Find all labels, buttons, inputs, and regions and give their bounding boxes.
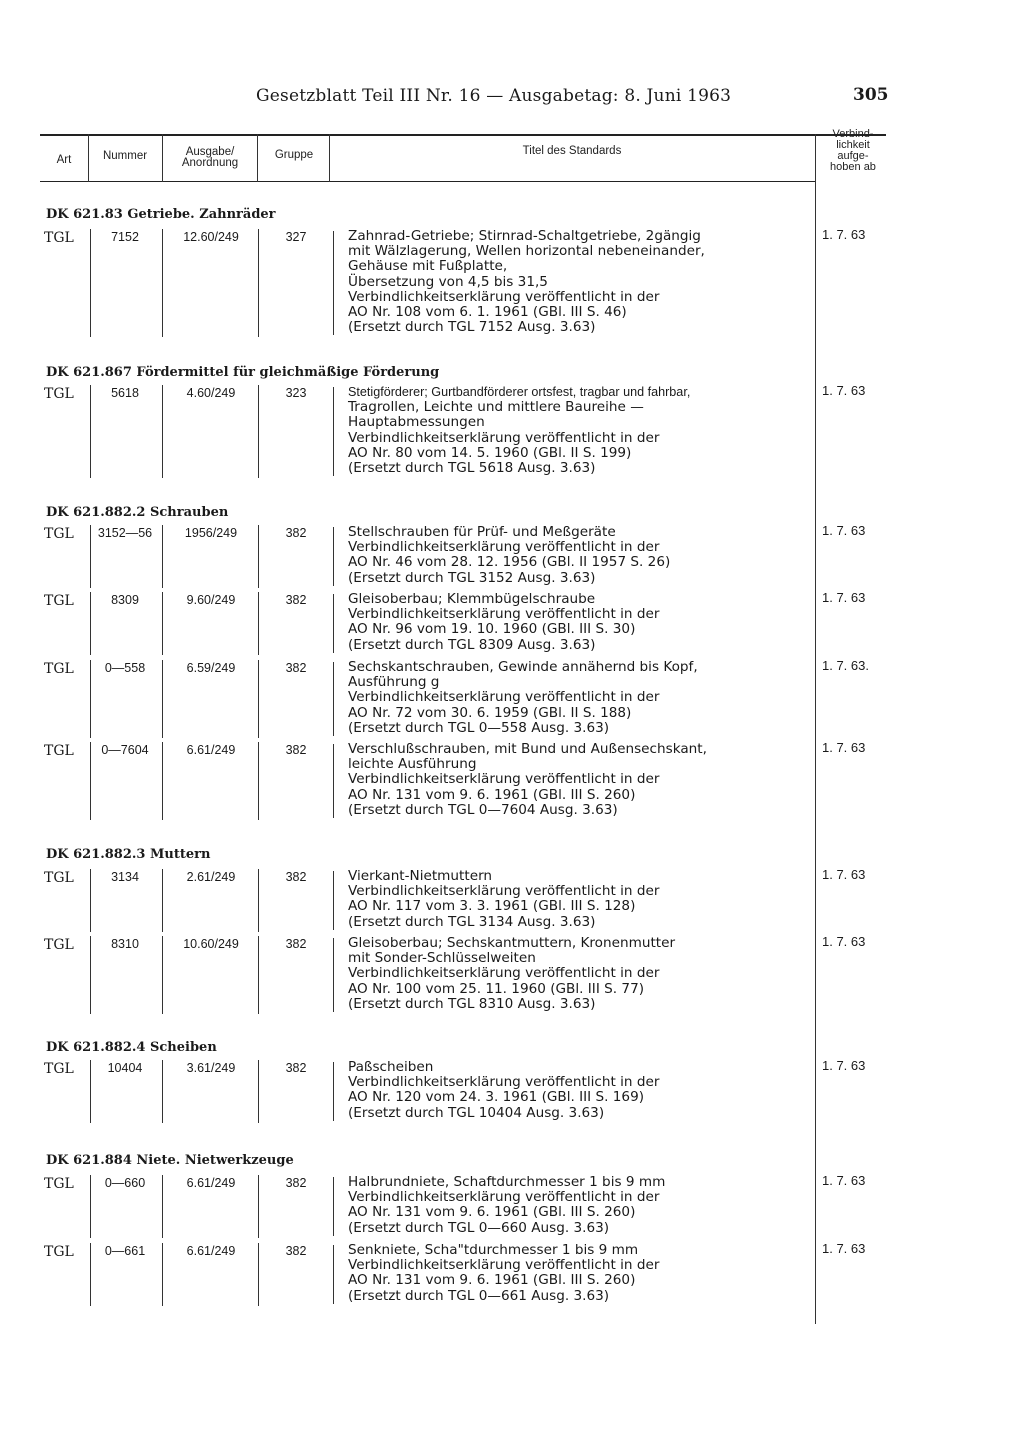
- entry-title: [348, 1175, 816, 1236]
- column-rule: [258, 1060, 259, 1123]
- title-line: AO Nr. 46 vom 28. 12. 1956 (GBl. II 1957 S. 26): [348, 554, 671, 571]
- section-heading: DK 621.867 Fördermittel für gleichmäßige Förderung: [46, 365, 440, 380]
- entry-art: TGL: [44, 593, 74, 609]
- title-line: Stellschrauben für Prüf- und Meßgeräte: [348, 524, 616, 540]
- column-rule: [333, 871, 334, 930]
- entry-art: TGL: [44, 1176, 74, 1192]
- col-verbindlichkeit: [816, 129, 890, 173]
- title-line: Sechskantschrauben, Gewinde annähernd bis Kopf,: [348, 659, 698, 675]
- entry-ausgabe: 3.61/249: [186, 1061, 236, 1075]
- entry-nummer: 0—7604: [101, 743, 149, 757]
- column-rule: [333, 231, 334, 335]
- column-rule: [258, 525, 259, 588]
- title-line: mit Wälzlagerung, Wellen horizontal nebeneinander,: [348, 243, 705, 260]
- title-line: (Ersetzt durch TGL 0—660 Ausg. 3.63): [348, 1219, 610, 1236]
- entry-nummer: 3152—56: [97, 526, 153, 540]
- entry-nummer: 3134: [111, 870, 139, 884]
- entry-ausgabe: 9.60/249: [186, 593, 236, 607]
- column-rule: [333, 938, 334, 1012]
- title-line: AO Nr. 131 vom 9. 6. 1961 (GBl. III S. 260): [348, 1272, 636, 1289]
- column-rule: [90, 385, 91, 478]
- entry-gruppe: 382: [285, 593, 307, 607]
- header-divider: [257, 134, 258, 182]
- title-line: Verbindlichkeitserklärung veröffentlicht in der: [348, 771, 660, 788]
- entry-verbindlichkeit-date: 1. 7. 63: [822, 1173, 866, 1188]
- title-line: Paßscheiben: [348, 1059, 434, 1075]
- entry-verbindlichkeit-date: 1. 7. 63.: [822, 658, 869, 673]
- col-verb-line4: hoben ab: [830, 161, 876, 173]
- title-line: Vierkant-Nietmuttern: [348, 868, 493, 884]
- entry-gruppe: 382: [285, 1061, 307, 1075]
- entry-ausgabe: 1956/249: [184, 526, 238, 540]
- entry-art: TGL: [44, 1061, 74, 1077]
- column-rule: [258, 1243, 259, 1306]
- title-line: (Ersetzt durch TGL 0—558 Ausg. 3.63): [348, 719, 610, 736]
- column-rule: [258, 869, 259, 932]
- column-rule: [162, 592, 163, 655]
- title-line: AO Nr. 100 vom 25. 11. 1960 (GBl. III S. 77): [348, 980, 645, 997]
- title-line: Verbindlichkeitserklärung veröffentlicht in der: [348, 883, 660, 900]
- col-art: Art: [56, 154, 72, 166]
- header-divider: [162, 134, 163, 182]
- title-line: Ausführung g: [348, 674, 440, 691]
- title-line: AO Nr. 80 vom 14. 5. 1960 (GBl. II S. 199): [348, 444, 632, 461]
- col-gruppe: Gruppe: [274, 149, 314, 161]
- title-line: (Ersetzt durch TGL 0—661 Ausg. 3.63): [348, 1287, 610, 1304]
- entry-title: [348, 869, 816, 930]
- column-rule: [333, 527, 334, 586]
- column-rule: [90, 660, 91, 738]
- column-rule: [90, 229, 91, 337]
- col-ausgabe-line2: Anordnung: [181, 157, 239, 169]
- entry-ausgabe: 10.60/249: [183, 937, 239, 951]
- entry-ausgabe: 2.61/249: [186, 870, 236, 884]
- entry-verbindlichkeit-date: 1. 7. 63: [822, 590, 866, 605]
- entry-ausgabe: 6.61/249: [186, 1244, 236, 1258]
- column-rule: [258, 229, 259, 337]
- entry-ausgabe: 6.61/249: [186, 743, 236, 757]
- entry-title: [348, 1243, 816, 1304]
- entry-gruppe: 382: [285, 743, 307, 757]
- entry-title: [348, 660, 816, 736]
- entry-art: TGL: [44, 230, 74, 246]
- entry-gruppe: 323: [285, 386, 307, 400]
- entry-verbindlichkeit-date: 1. 7. 63: [822, 934, 866, 949]
- entry-art: TGL: [44, 743, 74, 759]
- entry-title: [348, 385, 816, 476]
- column-rule: [90, 1175, 91, 1238]
- entry-gruppe: 327: [285, 230, 307, 244]
- section-heading: DK 621.882.4 Scheiben: [46, 1040, 217, 1055]
- entry-nummer: 7152: [111, 230, 139, 244]
- column-rule: [333, 1177, 334, 1236]
- title-line: Verbindlichkeitserklärung veröffentlicht in der: [348, 539, 660, 556]
- title-line: (Ersetzt durch TGL 3152 Ausg. 3.63): [348, 569, 596, 586]
- column-rule: [90, 592, 91, 655]
- column-rule: [162, 742, 163, 820]
- col-titel: Titel des Standards: [522, 145, 622, 157]
- column-rule: [333, 744, 334, 818]
- entry-gruppe: 382: [285, 661, 307, 675]
- column-rule: [162, 385, 163, 478]
- title-line: (Ersetzt durch TGL 0—7604 Ausg. 3.63): [348, 801, 618, 818]
- entry-art: TGL: [44, 870, 74, 886]
- column-rule: [162, 525, 163, 588]
- col-nummer: Nummer: [102, 150, 148, 162]
- column-rule: [333, 1245, 334, 1304]
- entry-nummer: 8309: [111, 593, 139, 607]
- section-heading: DK 621.83 Getriebe. Zahnräder: [46, 207, 276, 222]
- title-line: AO Nr. 72 vom 30. 6. 1959 (GBl. II S. 188): [348, 704, 632, 721]
- title-line: leichte Ausführung: [348, 756, 477, 773]
- entry-art: TGL: [44, 937, 74, 953]
- entry-title: [348, 936, 816, 1012]
- title-line: Verbindlichkeitserklärung veröffentlicht in der: [348, 965, 660, 982]
- title-line: AO Nr. 120 vom 24. 3. 1961 (GBl. III S. 169): [348, 1089, 645, 1106]
- title-line: (Ersetzt durch TGL 8309 Ausg. 3.63): [348, 636, 596, 653]
- title-line: Verbindlichkeitserklärung veröffentlicht in der: [348, 288, 660, 305]
- col-ausgabe-line1: Ausgabe/: [185, 146, 235, 158]
- title-line: (Ersetzt durch TGL 10404 Ausg. 3.63): [348, 1104, 605, 1121]
- header-bottom-rule: [40, 181, 816, 182]
- title-line: Gleisoberbau; Klemmbügelschraube: [348, 591, 596, 607]
- title-line: Zahnrad-Getriebe; Stirnrad-Schaltgetriebe, 2gängig: [348, 228, 701, 244]
- entry-ausgabe: 6.61/249: [186, 1176, 236, 1190]
- column-rule: [258, 660, 259, 738]
- col-ausgabe: [164, 147, 256, 169]
- title-line: Verbindlichkeitserklärung veröffentlicht in der: [348, 429, 660, 446]
- col-verb-line3: aufge-: [837, 150, 869, 162]
- page-number: 305: [853, 85, 889, 105]
- column-rule: [90, 742, 91, 820]
- entry-ausgabe: 12.60/249: [183, 230, 239, 244]
- column-rule: [258, 385, 259, 478]
- section-heading: DK 621.882.3 Muttern: [46, 847, 211, 862]
- entry-gruppe: 382: [285, 1244, 307, 1258]
- column-rule: [333, 1062, 334, 1121]
- entry-gruppe: 382: [285, 1176, 307, 1190]
- entry-nummer: 10404: [107, 1061, 143, 1075]
- title-line: AO Nr. 108 vom 6. 1. 1961 (GBl. III S. 46): [348, 304, 627, 321]
- column-rule: [333, 662, 334, 736]
- title-line: Gleisoberbau; Sechskantmuttern, Kronenmutter: [348, 935, 676, 951]
- title-line: Senkniete, Scha"tdurchmesser 1 bis 9 mm: [348, 1242, 639, 1258]
- column-rule: [333, 387, 334, 476]
- entry-title: [348, 1060, 816, 1121]
- header-divider: [88, 134, 89, 182]
- section-heading: DK 621.884 Niete. Nietwerkzeuge: [46, 1153, 294, 1168]
- entry-verbindlichkeit-date: 1. 7. 63: [822, 1241, 866, 1256]
- column-rule: [162, 1175, 163, 1238]
- entry-nummer: 8310: [111, 937, 139, 951]
- running-title: Gesetzblatt Teil III Nr. 16 — Ausgabetag: 8. Juni 1963: [256, 86, 732, 106]
- title-line: mit Sonder-Schlüsselweiten: [348, 950, 536, 967]
- entry-title: [348, 742, 816, 818]
- entry-gruppe: 382: [285, 870, 307, 884]
- title-line: AO Nr. 117 vom 3. 3. 1961 (GBl. III S. 128): [348, 898, 636, 915]
- column-rule: [162, 660, 163, 738]
- column-rule: [90, 525, 91, 588]
- entry-art: TGL: [44, 526, 74, 542]
- title-line: (Ersetzt durch TGL 8310 Ausg. 3.63): [348, 995, 596, 1012]
- title-line: AO Nr. 131 vom 9. 6. 1961 (GBl. III S. 260): [348, 786, 636, 803]
- column-rule: [162, 869, 163, 932]
- entry-verbindlichkeit-date: 1. 7. 63: [822, 227, 866, 242]
- entry-nummer: 0—660: [104, 1176, 146, 1190]
- title-line: AO Nr. 131 vom 9. 6. 1961 (GBl. III S. 260): [348, 1204, 636, 1221]
- column-rule: [333, 594, 334, 653]
- title-line: Verschlußschrauben, mit Bund und Außensechskant,: [348, 741, 707, 757]
- column-rule: [258, 592, 259, 655]
- column-rule: [162, 229, 163, 337]
- col-verb-line2: lichkeit: [836, 139, 870, 151]
- entry-verbindlichkeit-date: 1. 7. 63: [822, 383, 866, 398]
- title-line: Verbindlichkeitserklärung veröffentlicht in der: [348, 1189, 660, 1206]
- entry-title: [348, 525, 816, 586]
- title-line: (Ersetzt durch TGL 3134 Ausg. 3.63): [348, 913, 596, 930]
- column-rule: [90, 936, 91, 1014]
- col-verb-line1: Verbind-: [832, 128, 874, 140]
- column-rule: [90, 1243, 91, 1306]
- entry-ausgabe: 6.59/249: [186, 661, 236, 675]
- entry-gruppe: 382: [285, 526, 307, 540]
- header-divider: [329, 134, 330, 182]
- title-line: Stetigförderer; Gurtbandförderer ortsfest, tragbar und fahrbar,: [348, 385, 691, 399]
- title-line: Verbindlichkeitserklärung veröffentlicht in der: [348, 1074, 660, 1091]
- title-line: (Ersetzt durch TGL 5618 Ausg. 3.63): [348, 460, 596, 477]
- entry-title: [348, 592, 816, 653]
- column-rule: [90, 869, 91, 932]
- entry-gruppe: 382: [285, 937, 307, 951]
- entry-art: TGL: [44, 386, 74, 402]
- title-line: AO Nr. 96 vom 19. 10. 1960 (GBl. III S. 30): [348, 621, 636, 638]
- header-top-rule: [40, 134, 886, 136]
- title-line: Verbindlichkeitserklärung veröffentlicht in der: [348, 1257, 660, 1274]
- entry-verbindlichkeit-date: 1. 7. 63: [822, 867, 866, 882]
- title-line: (Ersetzt durch TGL 7152 Ausg. 3.63): [348, 319, 596, 336]
- entry-verbindlichkeit-date: 1. 7. 63: [822, 1058, 866, 1073]
- title-line: Gehäuse mit Fußplatte,: [348, 258, 508, 275]
- column-rule: [162, 936, 163, 1014]
- entry-art: TGL: [44, 1244, 74, 1260]
- title-line: Halbrundniete, Schaftdurchmesser 1 bis 9 mm: [348, 1174, 666, 1190]
- column-rule: [258, 936, 259, 1014]
- column-rule: [162, 1060, 163, 1123]
- title-line: Hauptabmessungen: [348, 414, 485, 431]
- entry-nummer: 5618: [111, 386, 139, 400]
- entry-art: TGL: [44, 661, 74, 677]
- entry-verbindlichkeit-date: 1. 7. 63: [822, 740, 866, 755]
- section-heading: DK 621.882.2 Schrauben: [46, 505, 229, 520]
- entry-nummer: 0—558: [104, 661, 146, 675]
- column-rule: [90, 1060, 91, 1123]
- entry-nummer: 0—661: [104, 1244, 146, 1258]
- title-line: Tragrollen, Leichte und mittlere Baureihe —: [348, 399, 644, 416]
- column-rule: [258, 1175, 259, 1238]
- entry-title: [348, 229, 816, 335]
- entry-verbindlichkeit-date: 1. 7. 63: [822, 523, 866, 538]
- title-line: Verbindlichkeitserklärung veröffentlicht in der: [348, 606, 660, 623]
- column-rule: [162, 1243, 163, 1306]
- title-line: Verbindlichkeitserklärung veröffentlicht in der: [348, 689, 660, 706]
- entry-ausgabe: 4.60/249: [186, 386, 236, 400]
- column-rule: [258, 742, 259, 820]
- title-line: Übersetzung von 4,5 bis 31,5: [348, 273, 548, 290]
